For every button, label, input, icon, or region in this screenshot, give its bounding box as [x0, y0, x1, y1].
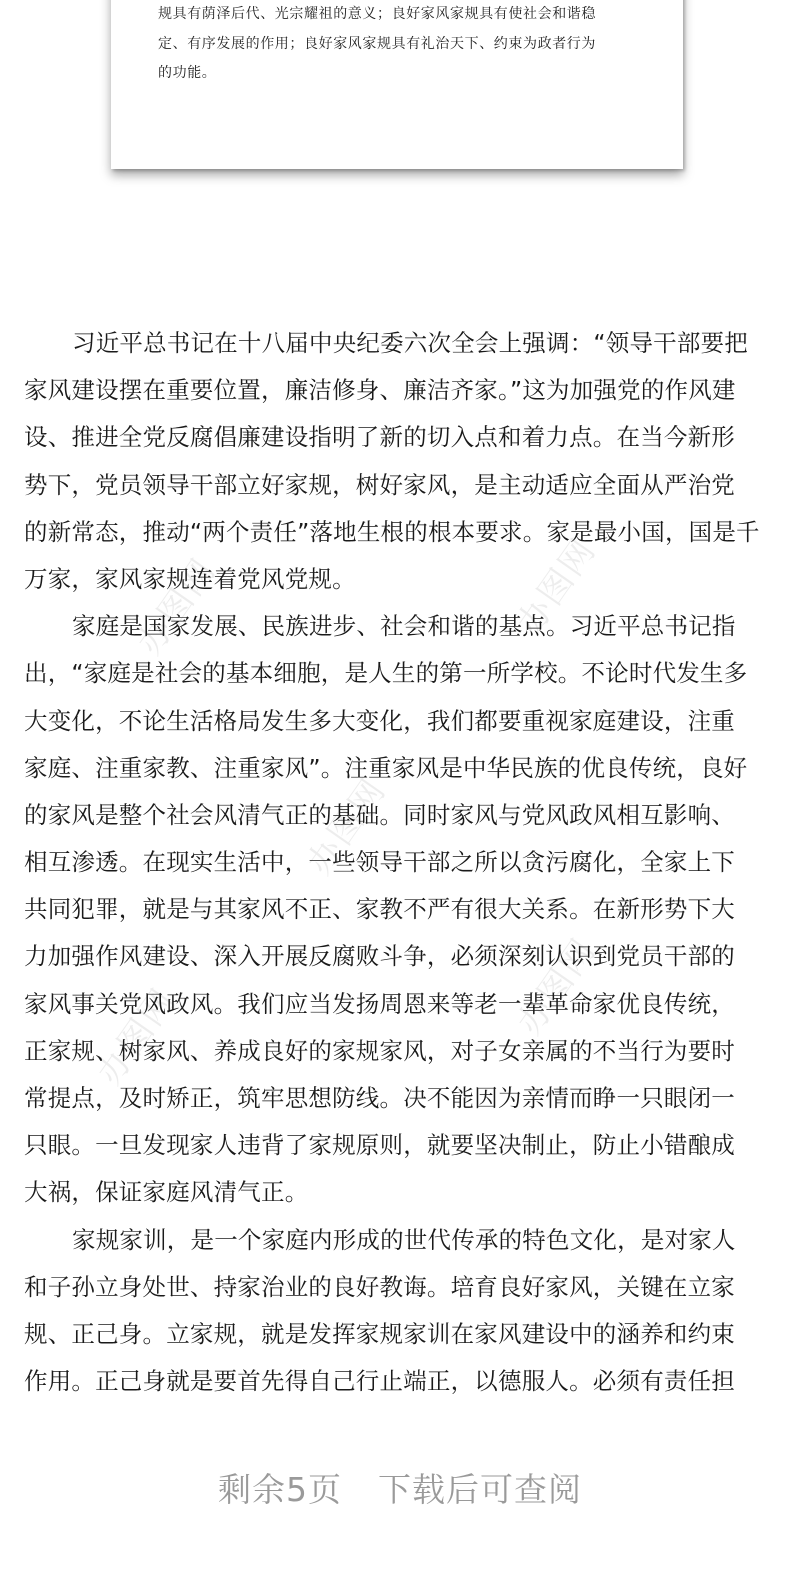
paragraph-1-line: 习近平总书记在十八届中央纪委六次全会上强调：“领导干部要把	[72, 329, 748, 357]
paragraph-1-line: 家风建设摆在重要位置，廉洁修身、廉洁齐家。”这为加强党的作风建	[24, 376, 736, 405]
card-line: 定、有序发展的作用；良好家风家规具有礼治天下、约束为政者行为	[158, 35, 596, 52]
watermark: 办图网	[89, 980, 185, 1093]
paragraph-2-line: 大变化，不论生活格局发生多大变化，我们都要重视家庭建设，注重	[24, 706, 735, 735]
paragraph-3-line: 和子孙立身处世、持家治业的良好教诲。培育良好家风，关键在立家	[24, 1272, 735, 1301]
paragraph-3-line: 作用。正己身就是要首先得自己行止端正，以德服人。必须有责任担	[24, 1367, 735, 1396]
paragraph-1-line: 设、推进全党反腐倡廉建设指明了新的切入点和着力点。在当今新形	[24, 423, 735, 452]
paragraph-2-line: 的家风是整个社会风清气正的基础。同时家风与党风政风相互影响、	[24, 800, 735, 829]
paragraph-2-line: 相互渗透。在现实生活中，一些领导干部之所以贪污腐化，全家上下	[24, 848, 735, 877]
paragraph-1-line: 万家，家风家规连着党风党规。	[24, 564, 356, 593]
paragraph-2-line: 共同犯罪，就是与其家风不正、家教不严有很大关系。在新形势下大	[24, 895, 735, 924]
paragraph-2-line: 家庭、注重家教、注重家风”。注重家风是中华民族的优良传统，良好	[24, 753, 748, 782]
card-line: 的功能。	[158, 65, 217, 81]
paragraph-2-line: 常提点，及时矫正，筑牢思想防线。决不能因为亲情而睁一只眼闭一	[24, 1084, 735, 1112]
paragraph-2-line: 正家规、树家风、养成良好的家规家风，对子女亲属的不当行为要时	[24, 1036, 735, 1065]
remaining-pages-label: 剩余5页	[218, 1470, 342, 1509]
document-preview-card	[111, 0, 683, 169]
paragraph-2-line: 出，“家庭是社会的基本细胞，是人生的第一所学校。不论时代发生多	[24, 659, 748, 688]
watermark: 办图网	[299, 770, 395, 883]
paragraph-3-line: 家规家训，是一个家庭内形成的世代传承的特色文化，是对家人	[72, 1225, 736, 1254]
watermark: 办图网	[509, 530, 605, 643]
watermark: 办图网	[509, 930, 605, 1043]
paragraph-2-line: 只眼。一旦发现家人违背了家规原则，就要坚决制止，防止小错酿成	[24, 1131, 735, 1160]
paragraph-2-line: 大祸，保证家庭风清气正。	[24, 1178, 309, 1207]
download-to-view-label[interactable]: 下载后可查阅	[378, 1470, 582, 1509]
article-body	[24, 320, 776, 1405]
download-prompt[interactable]	[0, 1464, 800, 1511]
card-line: 规具有荫泽后代、光宗耀祖的意义；良好家风家规具有使社会和谐稳	[158, 6, 596, 22]
watermark: 办图网	[129, 550, 225, 663]
paragraph-2-line: 力加强作风建设、深入开展反腐败斗争，必须深刻认识到党员干部的	[24, 942, 735, 971]
paragraph-1-line: 的新常态，推动“两个责任”落地生根的根本要求。家是最小国，国是千	[24, 517, 760, 546]
paragraph-1-line: 势下，党员领导干部立好家规，树好家风，是主动适应全面从严治党	[24, 470, 735, 499]
paragraph-2-line: 家庭是国家发展、民族进步、社会和谐的基点。习近平总书记指	[72, 612, 736, 641]
paragraph-2-line: 家风事关党风政风。我们应当发扬周恩来等老一辈革命家优良传统，	[24, 989, 735, 1018]
paragraph-3-line: 规、正己身。立家规，就是发挥家规家训在家风建设中的涵养和约束	[24, 1319, 735, 1348]
card-text	[158, 0, 648, 89]
